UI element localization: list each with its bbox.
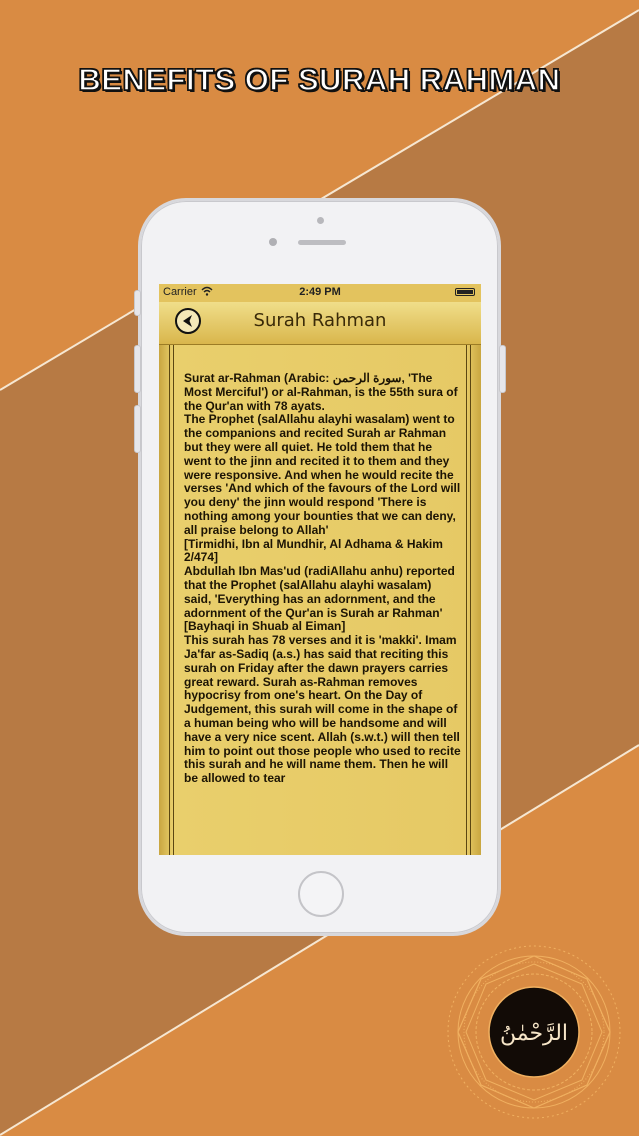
content-scroll-area[interactable] <box>159 345 481 855</box>
volume-up-button <box>134 345 141 393</box>
phone-camera <box>317 217 324 224</box>
phone-speaker <box>298 240 346 245</box>
volume-down-button <box>134 405 141 453</box>
status-bar <box>159 284 481 302</box>
right-border-line-inner <box>466 345 467 855</box>
status-time: 2:49 PM <box>299 286 341 298</box>
page-title: Surah Rahman <box>253 310 387 331</box>
left-border-line-inner <box>173 345 174 855</box>
home-button[interactable] <box>298 871 344 917</box>
emblem-calligraphy: الرَّحْمٰنُ <box>499 1021 569 1046</box>
battery-icon <box>455 288 475 296</box>
power-button <box>499 345 506 393</box>
left-border-line <box>169 345 170 855</box>
surah-benefits-text: Surat ar-Rahman (Arabic: سورة الرحمن, 'The Most Merciful') or al-Rahman, is the 55th sura of the Qur'an with 78 ayats. The Prophet (salAllahu alayhi wasalam) went to the companions and recited Surah ar Rahman but they were all quiet. He told them that he went to the jinn and recited it to them and they were responsive. And when he would recite the verses 'And which of the favours of the Lord will you deny' the jinn would respond 'There is nothing among your bounties that we can deny, all praise belong to Allah' [Tirmidhi, Ibn al Mundhir, Al Adhama & Hakim 2/474] Abdullah Ibn Mas'ud (radiAllahu anhu) reported that the Prophet (salAllahu alayhi wasalam) said, 'Everything has an adornment, and the adornment of the Qur'an is Surah ar Rahman' [Bayhaqi in Shuab al Eiman] This surah has 78 verses and it is 'makki'. Imam Ja'far as-Sadiq (a.s.) has said that reciting this surah on Friday after the dawn prayers carries great reward. Surah as-Rahman removes hypocrisy from one's heart. On the Day of Judgement, this surah will come in the shape of a human being who will be handsome and will have a very nice scent. Allah (s.w.t.) will then tell him to point out those people who used to recite this surah and he will name them. Then he will be allowed to tear <box>184 371 461 786</box>
mute-switch <box>134 290 141 316</box>
nav-bar <box>159 302 481 345</box>
carrier-label: Carrier <box>163 286 197 298</box>
right-border-line <box>470 345 471 855</box>
banner-headline: BENEFITS OF SURAH RAHMAN <box>78 62 561 97</box>
app-screen <box>159 284 481 855</box>
phone-sensor <box>269 238 277 246</box>
ar-rahman-emblem <box>444 942 624 1122</box>
